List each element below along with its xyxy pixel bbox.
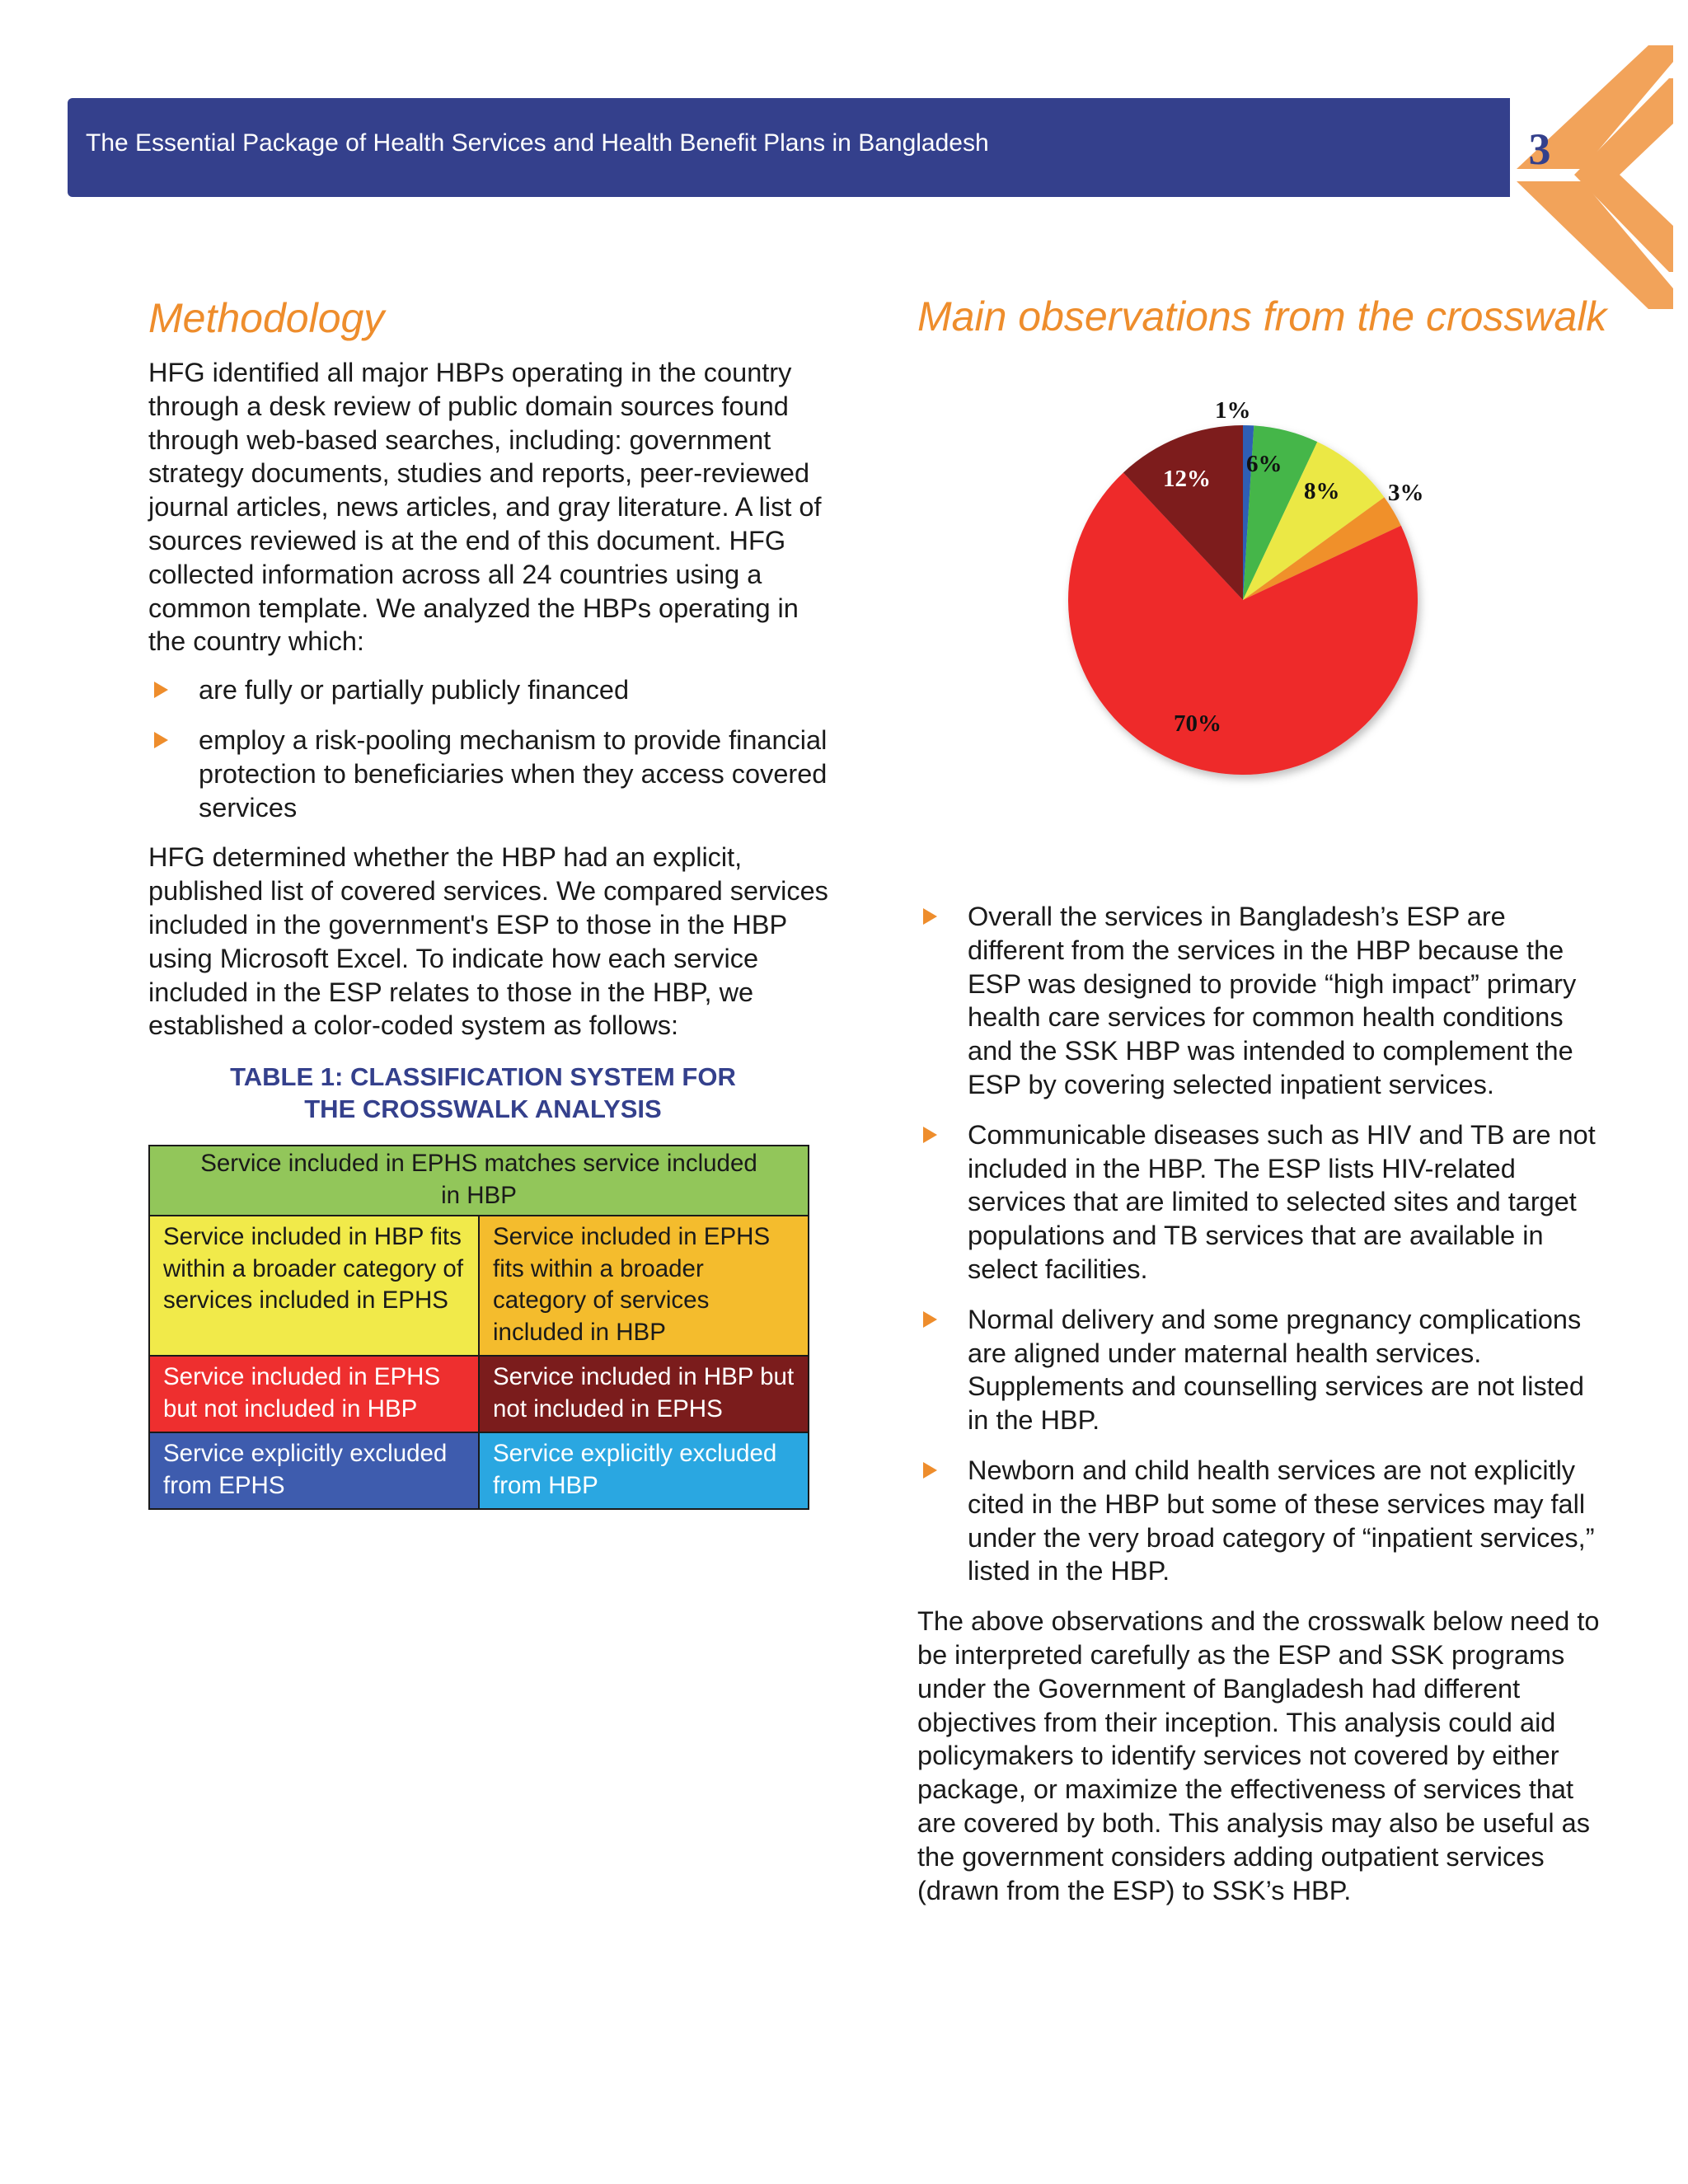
bullet-arrow-icon: [923, 908, 937, 925]
methodology-intro: HFG identified all major HBPs operating in the country through a desk review of public domain sources found through web-based searches, including: government strategy documents, studies and reports, peer-reviewed journal articles, news articles, and gray literature. A list of sources reviewed is at the end of this document. HFG collected information across all 24 countries using a common template. We analyzed the HBPs operating in the country which:: [148, 358, 822, 657]
table-cell-match: Service included in EPHS matches service included in HBP: [149, 1146, 809, 1216]
methodology-bullet-list: [148, 673, 832, 824]
methodology-heading: Methodology: [148, 295, 385, 341]
table-cell-excluded-ephs: Service explicitly excluded from EPHS: [149, 1432, 479, 1509]
list-item: employ a risk-pooling mechanism to provide financial protection to beneficiaries when they access covered services: [148, 724, 832, 824]
observations-bullet-list: [917, 900, 1606, 1588]
pie-label-6: 6%: [1246, 451, 1282, 477]
list-item: Newborn and child health services are not explicitly cited in the HBP but some of these services may fall under the very broad category of “inpatient services,” listed in the HBP.: [917, 1454, 1606, 1588]
pie-chart: [1055, 387, 1467, 799]
bullet-arrow-icon: [923, 1127, 937, 1143]
classification-table: [148, 1145, 809, 1510]
list-item: are fully or partially publicly financed: [148, 673, 832, 707]
observations-section: [917, 900, 1606, 1907]
page-number: 3: [1528, 124, 1551, 174]
chevron-decoration-icon: [1492, 45, 1673, 309]
table-cell-excluded-hbp: Service explicitly excluded from HBP: [479, 1432, 809, 1509]
list-item: Normal delivery and some pregnancy complications are aligned under maternal health services. Supplements and counselling services are not listed in the HBP.: [917, 1303, 1606, 1437]
pie-label-8: 8%: [1304, 478, 1340, 504]
bullet-arrow-icon: [923, 1311, 937, 1328]
pie-label-12: 12%: [1163, 466, 1211, 492]
table-cell-ephs-broader: Service included in EPHS fits within a broader category of services included in HBP: [479, 1216, 809, 1356]
pie-label-70: 70%: [1174, 710, 1221, 737]
table-title: TABLE 1: CLASSIFICATION SYSTEM FOR THE CROSSWALK ANALYSIS: [230, 1062, 736, 1124]
pie-label-3: 3%: [1388, 480, 1424, 506]
bullet-arrow-icon: [923, 1462, 937, 1479]
list-item: Overall the services in Bangladesh’s ESP are different from the services in the HBP because the ESP was designed to provide “high impact” primary health care services for common health conditions and the SSK HBP was intended to complement the ESP by covering selected inpatient services.: [917, 900, 1606, 1102]
table-cell-hbp-broader: Service included in HBP fits within a broader category of services included in EPHS: [149, 1216, 479, 1356]
table-cell-hbp-not-ephs: Service included in HBP but not included in EPHS: [479, 1356, 809, 1432]
methodology-section: [148, 356, 832, 1510]
observations-heading: Main observations from the crosswalk: [917, 293, 1607, 340]
bullet-arrow-icon: [154, 682, 168, 698]
pie-chart-svg: [1055, 387, 1467, 799]
methodology-paragraph: HFG determined whether the HBP had an explicit, published list of covered services. We compared services included in the government's ESP to those in the HBP using Microsoft Excel. To indicate how each service included in the ESP relates to those in the HBP, we established a color-coded system as follows:: [148, 842, 828, 1041]
observations-closing: The above observations and the crosswalk below need to be interpreted carefully as the ESP and SSK programs under the Government of Bangladesh had different objectives from their inception. This analysis could aid policymakers to identify services not covered by either package, or maximize the effectiveness of services that are covered by both. This analysis may also be useful as the government considers adding outpatient services (drawn from the ESP) to SSK’s HBP.: [917, 1606, 1600, 1905]
bullet-arrow-icon: [154, 732, 168, 748]
header-bar: [68, 98, 1510, 197]
document-title: The Essential Package of Health Services and Health Benefit Plans in Bangladesh: [86, 129, 989, 157]
table-cell-ephs-not-hbp: Service included in EPHS but not included in HBP: [149, 1356, 479, 1432]
pie-label-1: 1%: [1215, 397, 1251, 424]
list-item: Communicable diseases such as HIV and TB are not included in the HBP. The ESP lists HIV-related services that are limited to selected sites and target populations and TB services that are available in select facilities.: [917, 1118, 1606, 1286]
